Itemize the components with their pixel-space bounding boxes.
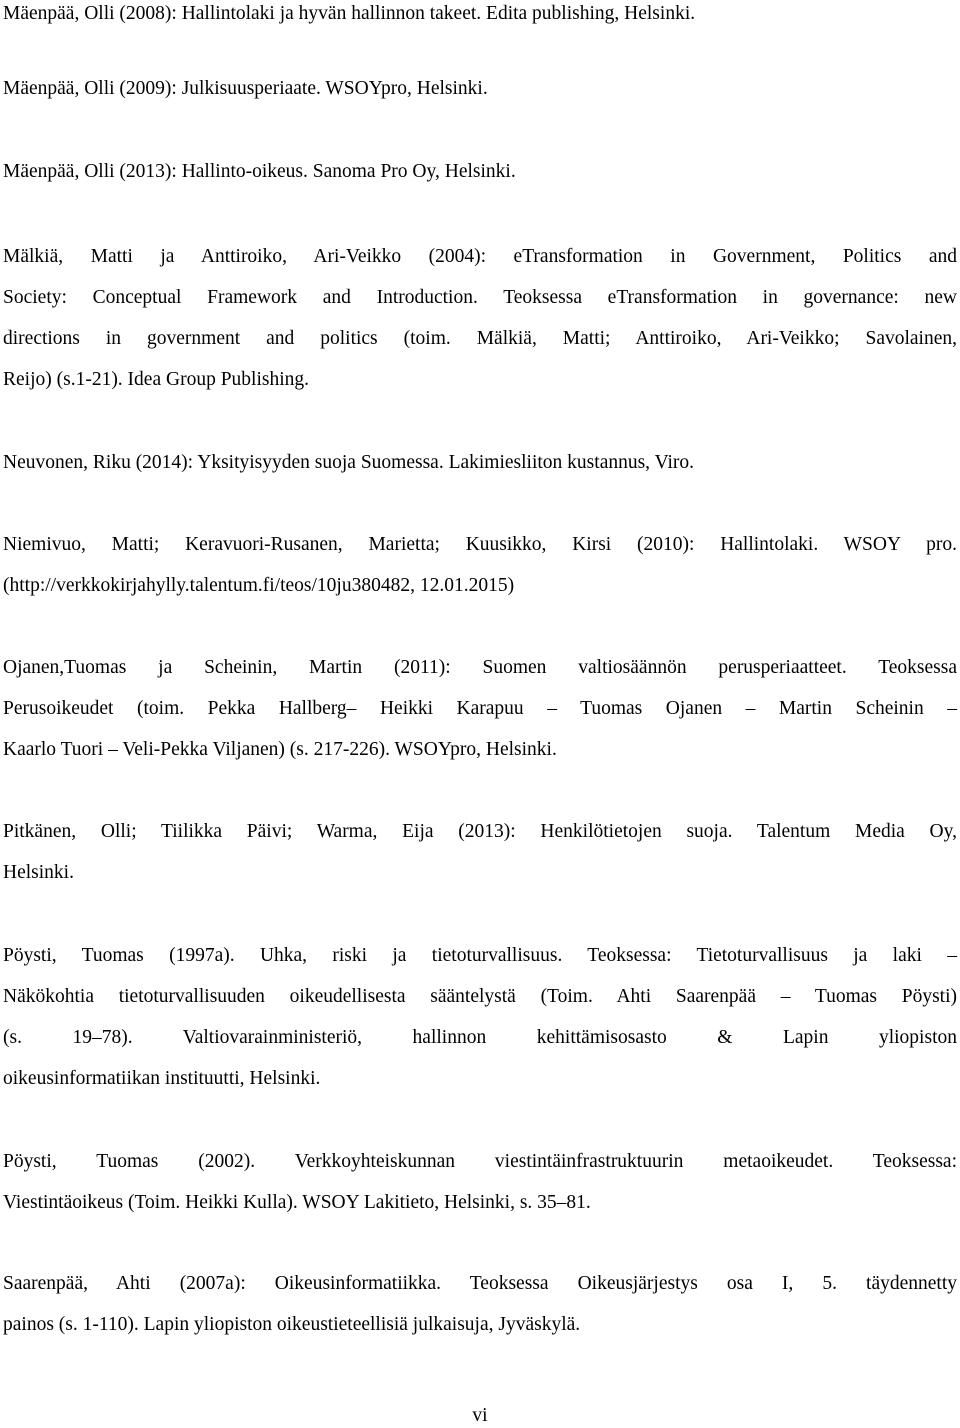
reference-line: Pöysti, Tuomas (2002). Verkkoyhteiskunnan viestintäinfrastruktuurin metaoikeudet. Teoksessa: <box>3 1151 957 1172</box>
reference-line: Perusoikeudet (toim. Pekka Hallberg– Heikki Karapuu – Tuomas Ojanen – Martin Scheinin – <box>3 698 957 719</box>
reference-line: Niemivuo, Matti; Keravuori-Rusanen, Marietta; Kuusikko, Kirsi (2010): Hallintolaki. WSOY pro. <box>3 534 957 555</box>
reference-line: Ojanen,Tuomas ja Scheinin, Martin (2011): Suomen valtiosäännön perusperiaatteet. Teoksessa <box>3 657 957 678</box>
reference-line: Reijo) (s.1-21). Idea Group Publishing. <box>3 369 310 390</box>
reference-line: Näkökohtia tietoturvallisuuden oikeudellisesta sääntelystä (Toim. Ahti Saarenpää – Tuomas Pöysti) <box>3 986 957 1007</box>
reference-line: Pitkänen, Olli; Tiilikka Päivi; Warma, Eija (2013): Henkilötietojen suoja. Talentum Media Oy, <box>3 821 957 842</box>
reference-line: Mäenpää, Olli (2013): Hallinto-oikeus. Sanoma Pro Oy, Helsinki. <box>3 161 516 182</box>
reference-line: Saarenpää, Ahti (2007a): Oikeusinformatiikka. Teoksessa Oikeusjärjestys osa I, 5. täydennetty <box>3 1273 957 1294</box>
reference-line: Mäenpää, Olli (2009): Julkisuusperiaate. WSOYpro, Helsinki. <box>3 78 488 99</box>
reference-line: (http://verkkokirjahylly.talentum.fi/teos/10ju380482, 12.01.2015) <box>3 575 515 596</box>
reference-line: Mälkiä, Matti ja Anttiroiko, Ari-Veikko (2004): eTransformation in Government, Politics and <box>3 246 957 267</box>
reference-line: Mäenpää, Olli (2008): Hallintolaki ja hyvän hallinnon takeet. Edita publishing, Helsinki. <box>3 3 696 24</box>
reference-line: directions in government and politics (toim. Mälkiä, Matti; Anttiroiko, Ari-Veikko; Savolainen, <box>3 328 957 349</box>
reference-line: Helsinki. <box>3 862 74 883</box>
reference-line: (s. 19–78). Valtiovarainministeriö, hallinnon kehittämisosasto & Lapin yliopiston <box>3 1027 957 1048</box>
reference-line: oikeusinformatiikan instituutti, Helsinki. <box>3 1068 321 1089</box>
reference-line: Neuvonen, Riku (2014): Yksityisyyden suoja Suomessa. Lakimiesliiton kustannus, Viro. <box>3 452 695 473</box>
reference-line: Society: Conceptual Framework and Introduction. Teoksessa eTransformation in governance: new <box>3 287 957 308</box>
page-number: vi <box>472 1405 488 1426</box>
reference-line: Viestintäoikeus (Toim. Heikki Kulla). WSOY Lakitieto, Helsinki, s. 35–81. <box>3 1192 591 1213</box>
reference-line: Pöysti, Tuomas (1997a). Uhka, riski ja tietoturvallisuus. Teoksessa: Tietoturvallisuus ja laki – <box>3 945 957 966</box>
reference-line: painos (s. 1-110). Lapin yliopiston oikeustieteellisiä julkaisuja, Jyväskylä. <box>3 1314 581 1335</box>
reference-line: Kaarlo Tuori – Veli-Pekka Viljanen) (s. 217-226). WSOYpro, Helsinki. <box>3 739 557 760</box>
